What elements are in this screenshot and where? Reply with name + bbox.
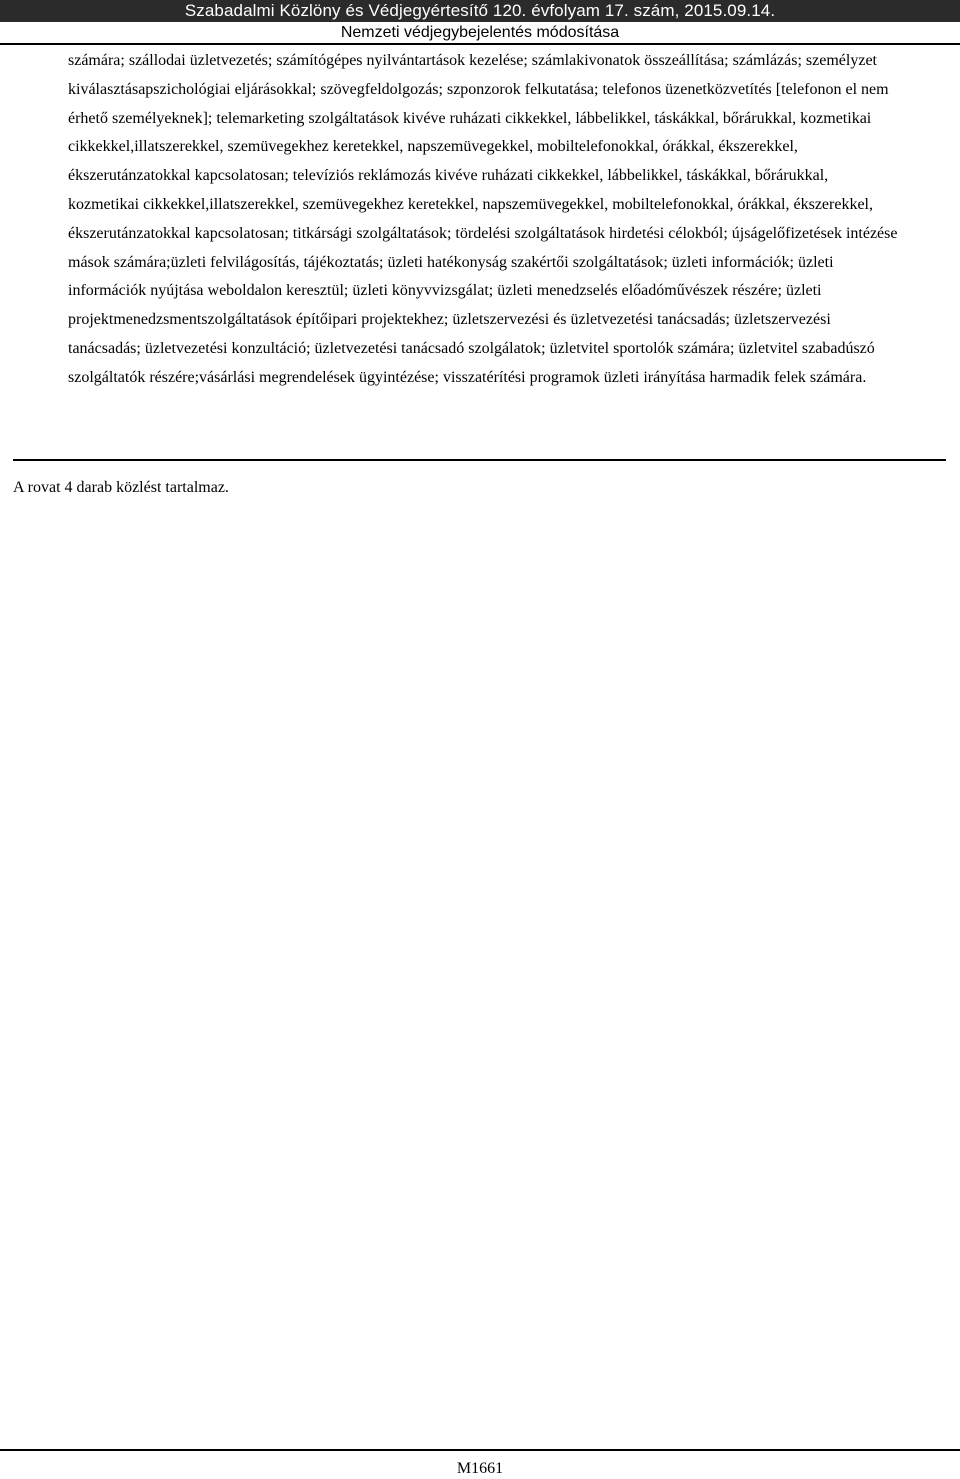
body-text xyxy=(68,47,898,393)
section-title: Nemzeti védjegybejelentés módosítása xyxy=(340,24,620,41)
publication-title: Szabadalmi Közlöny és Védjegyértesítő 120. évfolyam 17. szám, 2015.09.14. xyxy=(184,1,776,20)
footer-divider xyxy=(0,1449,960,1451)
header-divider xyxy=(0,43,960,45)
section-divider xyxy=(13,459,946,461)
page-number: M1661 xyxy=(456,1460,504,1477)
trademark-services-paragraph: számára; szállodai üzletvezetés; számítógépes nyilvántartások kezelése; számlakivonatok összeállítása; számlázás; személyzet kiválasztásapszichológiai eljárásokkal; szövegfeldolgozás; szponzorok felkutatása; telefonos üzenetközvetítés [telefonon el nem érhető személyeknek]; telemarketing szolgáltatások kivéve ruházati cikkekkel, lábbelikkel, táskákkal, bőrárukkal, kozmetikai cikkekkel,illatszerekkel, szemüvegekhez keretekkel, napszemüvegekkel, mobiltelefonokkal, órákkal, ékszerekkel, ékszerutánzatokkal kapcsolatosan; televíziós reklámozás kivéve ruházati cikkekkel, lábbelikkel, táskákkal, bőrárukkal, kozmetikai cikkekkel,illatszerekkel, szemüvegekhez keretekkel, napszemüvegekkel, mobiltelefonokkal, órákkal, ékszerekkel, ékszerutánzatokkal kapcsolatosan; titkársági szolgáltatások; tördelési szolgáltatások hirdetési célokból; újságelőfizetések intézése mások számára;üzleti felvilágosítás, tájékoztatás; üzleti hatékonyság szakértői szolgáltatások; üzleti információk; üzleti információk nyújtása weboldalon keresztül; üzleti könyvvizsgálat; üzleti menedzselés előadóművészek részére; üzleti projektmenedzsmentszolgáltatások építőipari projektekhez; üzletszervezési és üzletvezetési tanácsadás; üzletszervezési tanácsadás; üzletvezetési konzultáció; üzletvezetési tanácsadó szolgálatok; üzletvitel sportolók számára; üzletvitel szabadúszó szolgáltatók részére;vásárlási megrendelések ügyintézése; visszatérítési programok üzleti irányítása harmadik felek számára. xyxy=(68,52,898,386)
section-footer-note: A rovat 4 darab közlést tartalmaz. xyxy=(13,479,229,496)
page-header xyxy=(0,0,960,44)
